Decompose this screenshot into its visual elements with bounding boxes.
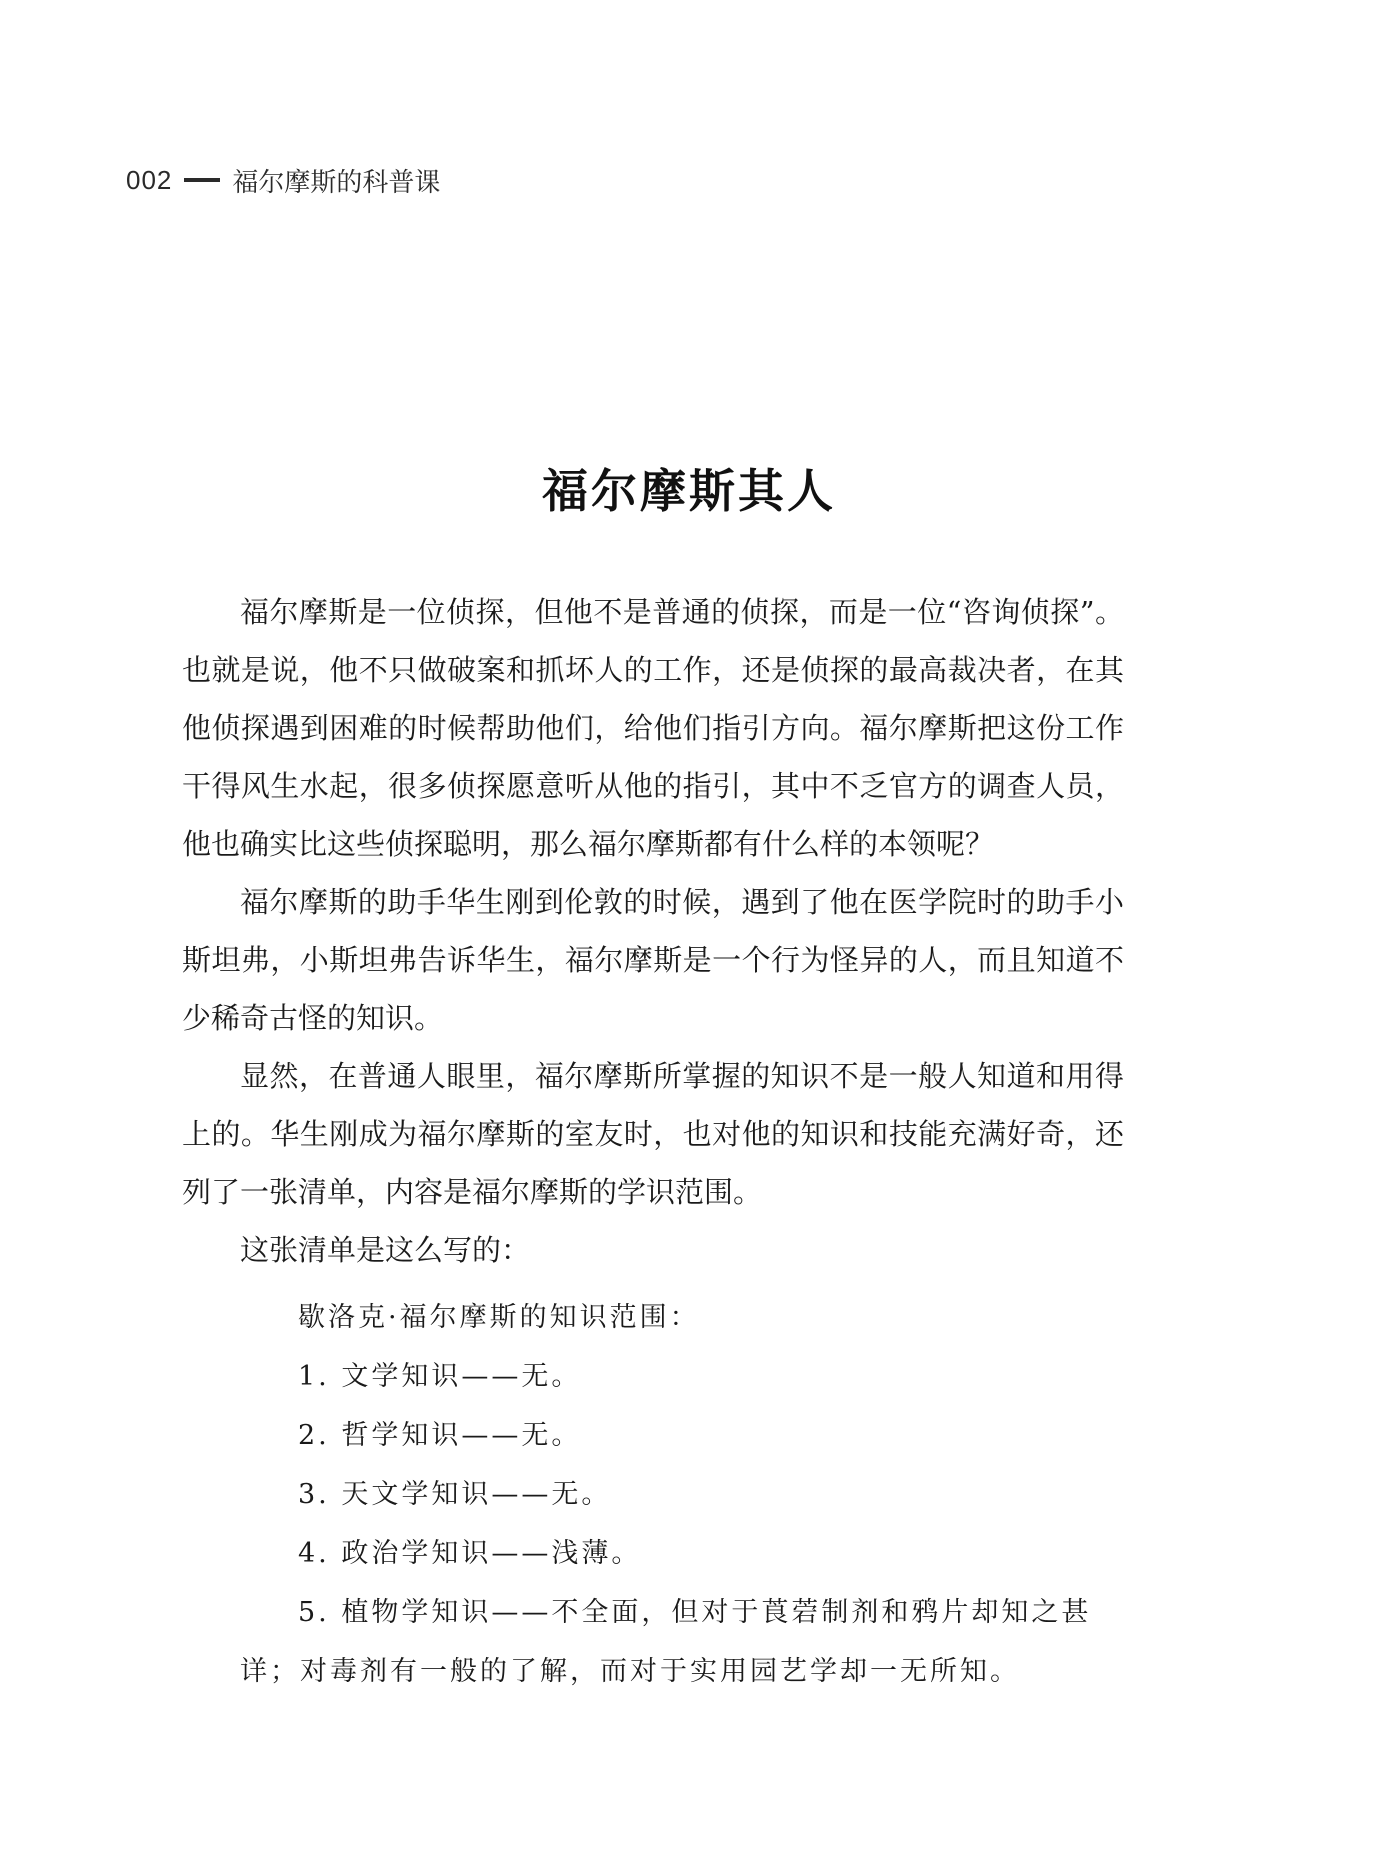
quote-heading: 歇洛克·福尔摩斯的知识范围： bbox=[298, 1302, 700, 1333]
chapter-title: 福尔摩斯其人 bbox=[542, 464, 836, 518]
list-item: 4. 政治学知识——浅薄。 bbox=[298, 1538, 642, 1569]
page-number: 002 bbox=[126, 164, 173, 195]
paragraph: 显然，在普通人眼里，福尔摩斯所掌握的知识不是一般人知道和用得上的。华生刚成为福尔摩斯的室友时，也对他的知识和技能充满好奇，还列了一张清单，内容是福尔摩斯的学识范围。 bbox=[182, 1059, 1124, 1209]
paragraph: 这张清单是这么写的： bbox=[240, 1233, 531, 1267]
paragraph: 福尔摩斯的助手华生刚到伦敦的时候，遇到了他在医学院时的助手小斯坦弗，小斯坦弗告诉华生，福尔摩斯是一个行为怪异的人，而且知道不少稀奇古怪的知识。 bbox=[182, 885, 1124, 1035]
list-item: 3. 天文学知识——无。 bbox=[298, 1479, 612, 1510]
list-item: 1. 文学知识——无。 bbox=[298, 1361, 582, 1392]
running-header bbox=[126, 160, 440, 200]
list-item: 5. 植物学知识——不全面，但对于莨菪制剂和鸦片却知之甚 bbox=[298, 1597, 1092, 1628]
book-title: 福尔摩斯的科普课 bbox=[232, 167, 441, 198]
knowledge-list-quote bbox=[240, 1288, 1092, 1701]
body-text bbox=[182, 583, 1124, 1279]
list-item-continuation: 详；对毒剂有一般的了解，而对于实用园艺学却一无所知。 bbox=[240, 1656, 1020, 1687]
list-item: 2. 哲学知识——无。 bbox=[298, 1420, 582, 1451]
paragraph: 福尔摩斯是一位侦探，但他不是普通的侦探，而是一位“咨询侦探”。也就是说，他不只做破案和抓坏人的工作，还是侦探的最高裁决者，在其他侦探遇到困难的时候帮助他们，给他们指引方向。福尔摩斯把这份工作干得风生水起，很多侦探愿意听从他的指引，其中不乏官方的调查人员，他也确实比这些侦探聪明，那么福尔摩斯都有什么样的本领呢？ bbox=[182, 595, 1124, 861]
header-divider bbox=[184, 178, 220, 182]
